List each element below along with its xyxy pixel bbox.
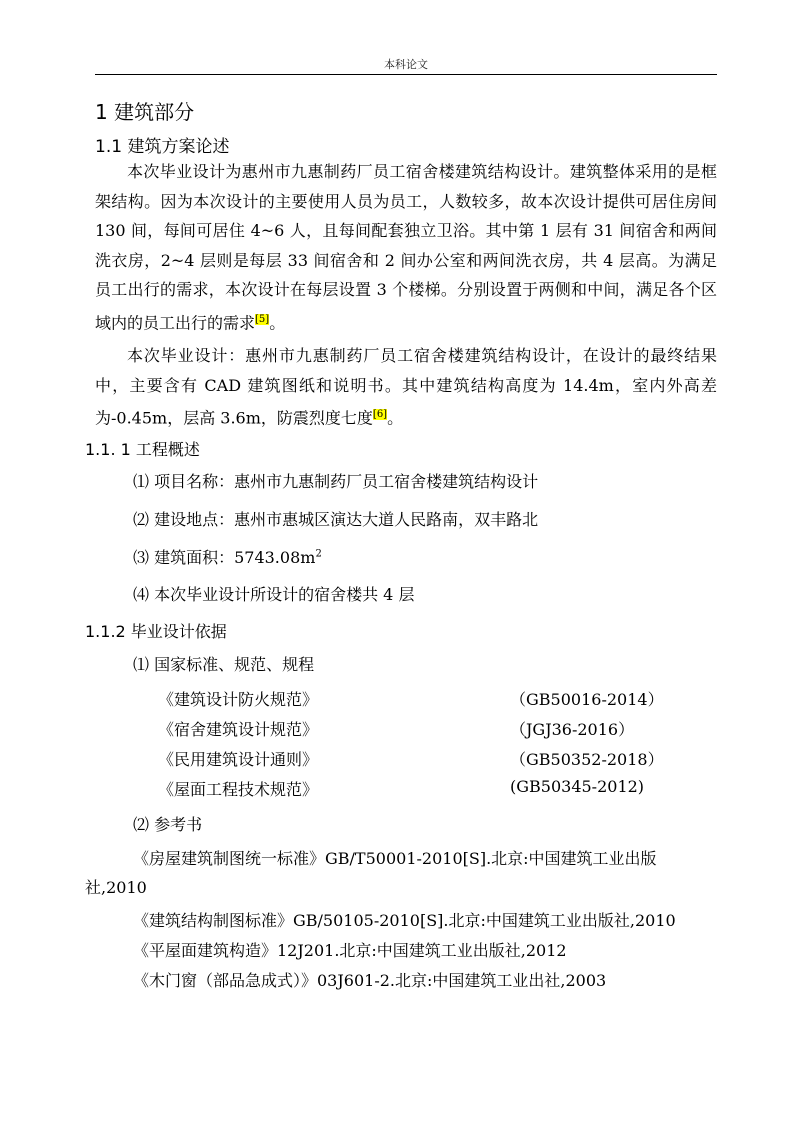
heading-section-1-1-2: 1.1.2 毕业设计依据 xyxy=(85,622,227,641)
citation-6: [6] xyxy=(372,409,388,420)
paragraph-2-text: 本次毕业设计：惠州市九惠制药厂员工宿舍楼建筑结构设计，在设计的最终结果中，主要含有 CAD 建筑图纸和说明书。其中建筑结构高度为 14.4m，室内外高差为-0.45m，层高 3.6m，防震烈度七度 xyxy=(95,346,717,428)
standard-code: (GB50345-2012) xyxy=(510,777,645,796)
standard-name: 《屋面工程技术规范》 xyxy=(158,780,319,799)
paragraph-1 xyxy=(95,157,717,337)
reference-item: 《建筑结构制图标准》GB/50105-2010[S].北京:中国建筑工业出版社,2010 xyxy=(133,911,676,930)
basis-item-1: ⑴ 国家标准、规范、规程 xyxy=(133,655,315,674)
overview-item-3-text: ⑶ 建筑面积：5743.08m xyxy=(133,548,316,567)
page-header: 本科论文 xyxy=(384,58,428,71)
standard-name: 《宿舍建筑设计规范》 xyxy=(158,720,319,739)
reference-item: 《平屋面建筑构造》12J201.北京:中国建筑工业出版社,2012 xyxy=(133,941,567,960)
reference-item: 《木门窗（部品急成式）》03J601-2.北京:中国建筑工业出社,2003 xyxy=(133,971,607,990)
header-rule xyxy=(95,74,717,75)
paragraph-1-text: 本次毕业设计为惠州市九惠制药厂员工宿舍楼建筑结构设计。建筑整体采用的是框架结构。因为本次设计的主要使用人员为员工，人数较多，故本次设计提供可居住房间 130 间，每间可居住 4~6 人，且每间配套独立卫浴。其中第 1 层有 31 间宿舍和两间洗衣房，2~4 层则是每层 33 间宿舍和 2 间办公室和两间洗衣房，共 4 层高。为满足员工出行的需求，本次设计在每层设置 3 个楼梯。分别设置于两侧和中间，满足各个区域内的员工出行的需求 xyxy=(95,162,717,332)
citation-5: [5] xyxy=(255,313,270,325)
heading-section-1-1: 1.1 建筑方案论述 xyxy=(95,137,230,157)
reference-item: 《房屋建筑制图统一标准》GB/T50001-2010[S].北京:中国建筑工业出版社,2010 xyxy=(85,849,657,897)
standard-name: 《民用建筑设计通则》 xyxy=(158,750,319,769)
paragraph-1-end: 。 xyxy=(269,312,286,332)
paragraph-2-end: 。 xyxy=(387,408,404,428)
standard-code: （GB50352-2018） xyxy=(510,750,664,769)
overview-item-3-sup: 2 xyxy=(315,548,322,560)
overview-item-2: ⑵ 建设地点：惠州市惠城区演达大道人民路南，双丰路北 xyxy=(133,510,539,529)
standard-name: 《建筑设计防火规范》 xyxy=(158,690,319,709)
overview-item-1: ⑴ 项目名称：惠州市九惠制药厂员工宿舍楼建筑结构设计 xyxy=(133,472,539,491)
basis-item-2: ⑵ 参考书 xyxy=(133,815,203,834)
overview-item-3 xyxy=(133,545,793,568)
overview-item-4: ⑷ 本次毕业设计所设计的宿舍楼共 4 层 xyxy=(133,585,415,604)
heading-section-1: 1 建筑部分 xyxy=(95,100,195,124)
standard-code: （GB50016-2014） xyxy=(510,690,664,709)
standard-code: （JGJ36-2016） xyxy=(510,720,635,739)
paragraph-2 xyxy=(95,341,717,433)
heading-section-1-1-1: 1.1. 1 工程概述 xyxy=(85,440,200,459)
